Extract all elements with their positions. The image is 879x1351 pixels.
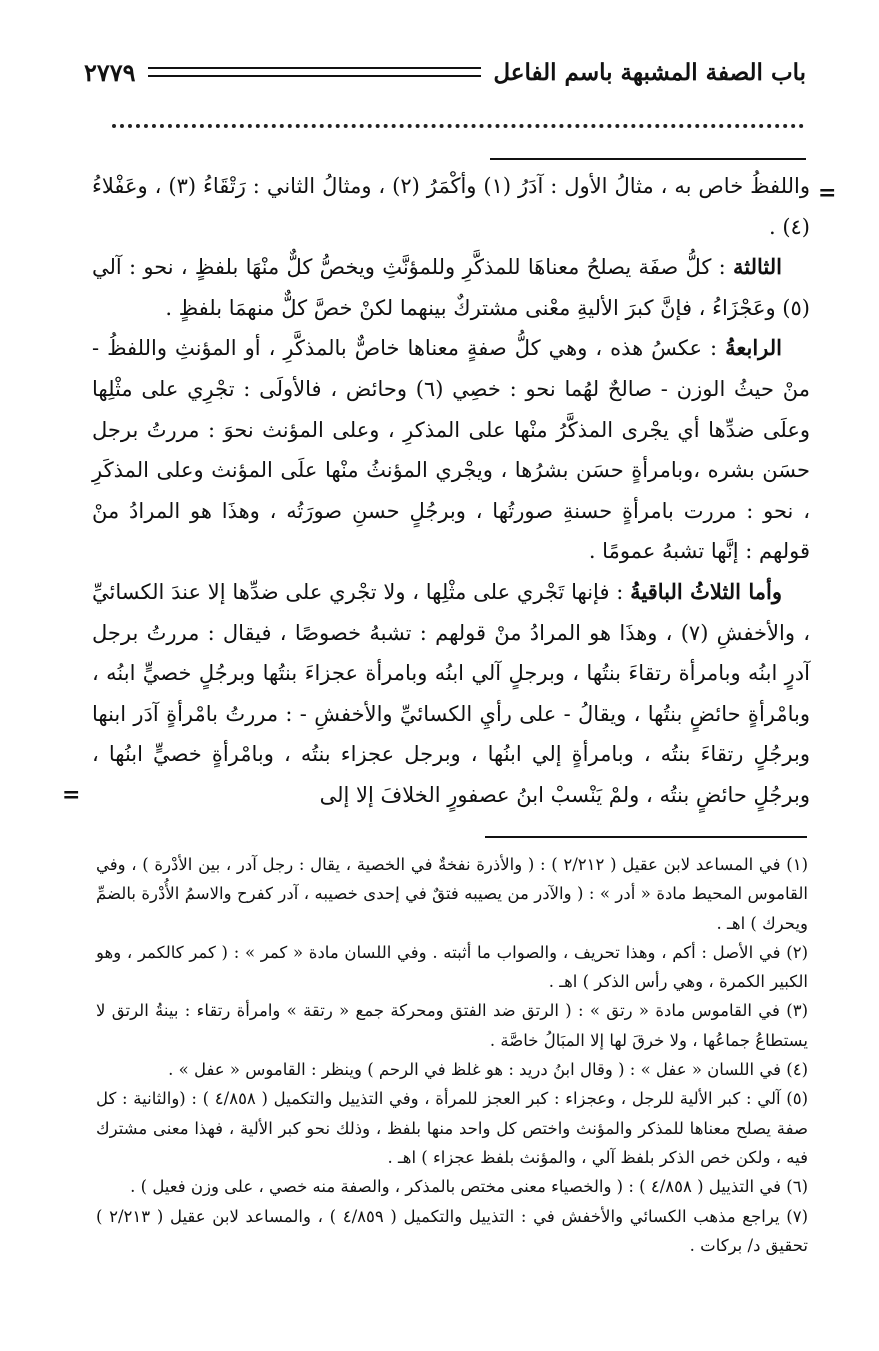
footnote-5: (٥) آلي : كبر الألية للرجل ، وعجزاء : كبر العجز للمرأة ، وفي التذييل والتكميل ( ٤/٨٥٨ ) : (والثانية : كل صفة يصلح معناها للمذكر والمؤنث واختص كل واحد منها بلفظ ، وذلك نحو كبر الألية ، فهذا معنى مشترك فيه ، ولكن خص الذكر بلفظ آلي ، والمؤنث بلفظ عجزاء ) اهـ . <box>96 1089 808 1167</box>
paragraph-lead: الثالثة <box>733 254 782 280</box>
paragraph-text: : عكسُ هذه ، وهي كلُّ صفةٍ معناها خاصٌّ بالمذكَّرِ ، أو المؤنثِ واللفظُ - منْ حيثُ الوزن - صالحٌ لهُما نحو : خصِي (٦) وحائض ، فالأولَى : تجْرِي على مثْلِها وعلَى ضدِّها أي يجْرى المذكَّرُ منْها على المذكرِ ، وعلى المؤنث نحوَ : مررتُ برجل حسَن بشره ،وبامرأةٍ حسَن بشرُها ، ويجْري المؤنثُ منْها علَى المؤنث وعلى المذكَرِ ، نحو : مررت بامرأةٍ حسنةِ صورتُها ، وبرجُلٍ حسنِ صورَتُه ، وهذَا هو المرادُ منْ قولهم : إنَّها تشبهُ عمومًا . <box>92 336 810 564</box>
footnote-2: (٢) في الأصل : أكم ، وهذا تحريف ، والصواب ما أثبته . وفي اللسان مادة « كمر » : ( كمر كالكمر ، وهو الكبير الكمرة ، وهي رأس الذكر ) اهـ . <box>96 942 808 992</box>
paragraph-lead: وأما الثلاثُ الباقيةُ <box>630 578 782 604</box>
footnote-1: (١) في المساعد لابن عقيل ( ٢/٢١٢ ) : ( والأذرة نفخةٌ في الخصية ، يقال : رجل آدر ، بين الأدْرة ) ، وفي القاموس المحيط مادة « أدر » : ( والآدر من يصيبه فتقٌ في إحدى خصيبه ، آدر كفرح والاسمُ الأُدْرة بالضمِّ ويحرك ) اهـ . <box>96 855 808 933</box>
paragraph-text: واللفظُ خاص به ، مثالُ الأول : آدَرُ (١) وأكْمَرُ (٢) ، ومثالُ الثاني : رَتْقَاءُ (٣) ، وعَفْلاءُ (٤) . <box>92 174 811 239</box>
continuation-mark-top: = <box>818 180 837 206</box>
paragraph-4 <box>92 572 810 816</box>
dotted-separator <box>112 124 804 132</box>
footnote-3: (٣) في القاموس مادة « رتق » : ( الرتق ضد الفتق ومحركة جمع « رتقة » وامرأة رتقاء : بينةُ الرتق لا يستطاعُ جماعُها ، ولا خرقَ لها إلا المبَالُ خاصَّة . <box>96 1001 808 1050</box>
footnotes <box>96 850 808 1260</box>
paragraph-text: : فإنها تَجْري على مثْلِها ، ولا تجْري على ضدِّها إلا عندَ الكسائيِّ ، والأخفشِ (٧) ، وهذَا هو المرادُ منْ قولهم : تشبهُ خصوصًا ، فيقال : مررتُ برجل آدرٍ ابنُه وبامرأة رتقاءَ بنتُها ، وبرجلٍ آلي ابنُه وبامرأة عجزاءَ بنتُها وبرجُلٍ خصيٍّ ابنُه ، وبامْرأةٍ حائضٍ بنتُها ، ويقالُ - على رأيِ الكسائيِّ والأخفشِ - : مررتُ بامْرأةٍ آدَر ابنها وبرجُلٍ رتقاءَ بنتُه ، وبامرأةٍ إلي ابنُها ، وبرجل عجزاء بنتُه ، وبامْرأةٍ خصيٍّ ابنُها ، وبرجُلٍ حائضٍ بنتُه ، ولمْ يَنْسبْ ابنُ عصفورٍ الخلافَ إلا إلى <box>92 579 810 807</box>
continuation-rule <box>490 158 806 160</box>
paragraph-2 <box>92 247 810 328</box>
header-rule <box>148 67 482 77</box>
footnote-6: (٦) في التذييل ( ٤/٨٥٨ ) : ( والخصياء معنى مختص بالمذكر ، والصفة منه خصي ، على وزن فعيل ) . <box>130 1177 808 1197</box>
paragraph-text: : كلُّ صفَة يصلحُ معناهَا للمذكَّرِ وللمؤنَّثِ ويخصُّ كلٌّ منْهَا بلفظٍ ، نحو : آلي (٥) وعَجْزَاءُ ، فإنَّ كبرَ الأليةِ معْنى مشتركٌ بينهما لكنْ خصَّ كلٌّ منهمَا بلفظٍ . <box>92 255 810 320</box>
page-number: ٢٧٧٩ <box>84 57 136 87</box>
footnote-rule <box>485 836 807 838</box>
paragraph-1 <box>92 166 810 247</box>
chapter-title: باب الصفة المشبهة باسم الفاعل <box>493 58 806 86</box>
running-header <box>84 52 806 92</box>
footnote-4: (٤) في اللسان « عفل » : ( وقال ابنُ دريد : هو غلظ في الرحم ) وينظر : القاموس « عفل » . <box>168 1060 808 1080</box>
paragraph-3 <box>92 328 810 572</box>
footnote-7: (٧) يراجع مذهب الكسائي والأخفش في : التذييل والتكميل ( ٤/٨٥٩ ) ، والمساعد لابن عقيل ( ٢/٢١٣ ) تحقيق د/ بركات . <box>96 1206 808 1255</box>
continuation-mark-bottom: = <box>62 782 81 808</box>
main-text <box>92 166 810 816</box>
paragraph-lead: الرابعةُ <box>725 335 782 361</box>
